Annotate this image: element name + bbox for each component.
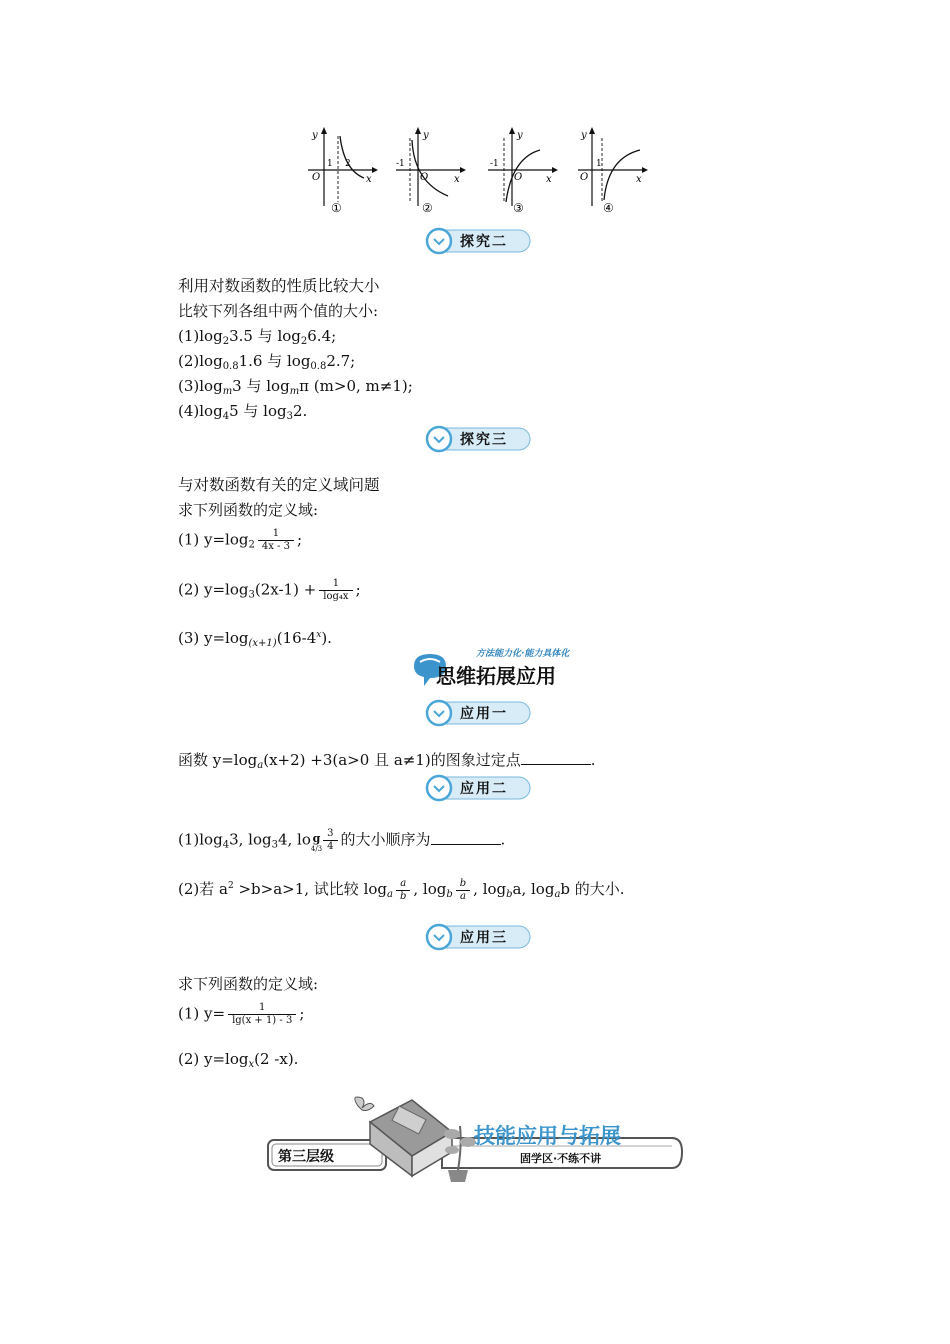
explore3-q2: (2) $y=\log_3(2x-1)$ + $\frac{1}{\text{log₄x}}$ ;	[178, 578, 361, 602]
section-header-app3	[424, 922, 532, 952]
function-graphs	[300, 122, 650, 216]
x-axis-label: x	[546, 174, 552, 185]
graph-4	[570, 122, 650, 216]
explore2-item-4: $(4)\log_45$ 与 $\log_32$.	[178, 402, 308, 422]
x-axis-label: x	[366, 174, 372, 185]
fraction: $\frac{1}{\text{log₄x}}$	[319, 578, 352, 603]
app1-question: 函数 $y=\log_a(x+2) +3(a>0$ 且 a≠1)的图象过定点 .	[178, 751, 596, 771]
section-header-explore3	[424, 424, 532, 454]
section-header-explore2	[424, 226, 532, 256]
origin-label: O	[514, 172, 523, 183]
graph-label: ④	[603, 201, 614, 215]
explore2-prompt: 比较下列各组中两个值的大小:	[178, 302, 379, 320]
app2-q2: (2)若 $a^2 >b>a>1$, 试比较 $\log_a$ $\frac{a}{b}$ , $\log_b$ $\frac{b}{a}$ , $\log_ba$, $\log_ab$ 的大小.	[178, 877, 625, 902]
graph-label: ③	[513, 201, 524, 215]
graph-1	[300, 122, 380, 216]
explore2-title: 利用对数函数的性质比较大小	[178, 277, 380, 295]
x-axis-label: x	[454, 174, 460, 185]
tick-label: 1	[327, 159, 333, 169]
origin-label: O	[580, 172, 589, 183]
fraction: $\frac{1}{\lg(x + 1) - 3}$	[228, 1002, 296, 1027]
explore3-q3: (3) $y=\log_{(x+1)}(16-4^x)$.	[178, 629, 332, 649]
section-banner-thinking	[410, 646, 590, 690]
y-axis-label: y	[423, 130, 429, 141]
section-title: 探究三	[460, 432, 508, 448]
graph-label: ①	[331, 201, 342, 215]
explore2-item-2: $(2)\log_{0.8}1.6$ 与 $\log_{0.8}2.7$;	[178, 352, 356, 372]
x-axis-label: x	[636, 174, 642, 185]
footer-subtitle: 固学区·不练不讲	[520, 1152, 602, 1165]
graph-label: ②	[422, 201, 433, 215]
explore3-prompt: 求下列函数的定义域:	[178, 501, 319, 519]
graph-2	[388, 122, 468, 216]
footer-banner	[262, 1092, 688, 1184]
answer-blank	[431, 830, 501, 845]
fraction: $\frac{a}{b}$	[396, 878, 410, 903]
fraction: $\frac{b}{a}$	[456, 878, 470, 903]
fraction: $\frac{3}{4}$	[323, 828, 337, 853]
explore3-title: 与对数函数有关的定义域问题	[178, 476, 380, 494]
banner-tagline: 方法能力化·能力具体化	[476, 649, 570, 659]
section-title: 探究二	[460, 234, 508, 250]
app3-q1: (1) y= $\frac{1}{\lg(x + 1) - 3}$ ;	[178, 1002, 305, 1026]
fraction: $\frac{1}{4x - 3}$	[258, 528, 294, 553]
section-title: 应用二	[460, 781, 508, 797]
section-header-app2	[424, 773, 532, 803]
y-axis-label: y	[581, 130, 587, 141]
y-axis-label: y	[517, 130, 523, 141]
explore2-item-3: $(3)\log_m3$ 与 $\log_m\pi$ (m>0, m≠1);	[178, 377, 413, 397]
level-label: 第三层级	[278, 1149, 334, 1165]
footer-title: 技能应用与拓展	[474, 1124, 621, 1148]
origin-label: O	[420, 172, 429, 183]
explore3-q1: (1) $y=\log_2$ $\frac{1}{4x - 3}$ ;	[178, 528, 303, 552]
app3-q2: (2) $y=\log_x(2$ -x).	[178, 1050, 299, 1070]
answer-blank	[521, 750, 591, 765]
graph-3	[480, 122, 560, 216]
origin-label: O	[312, 172, 321, 183]
tick-label: -1	[490, 159, 499, 169]
app2-q1: $(1)\log_43$, $\log_34$, lo g 4/3 $\frac{3}{4}$ 的大小顺序为 .	[178, 828, 506, 853]
section-title: 应用三	[460, 930, 508, 946]
tick-label: 1	[596, 159, 602, 169]
tick-label: 2	[345, 159, 351, 169]
y-axis-label: y	[312, 130, 318, 141]
banner-title: 思维拓展应用	[436, 664, 556, 688]
section-header-app1	[424, 698, 532, 728]
section-title: 应用一	[460, 706, 508, 722]
tick-label: -1	[396, 159, 405, 169]
explore2-item-1: $(1)\log_23.5$ 与 $\log_26.4$;	[178, 327, 337, 347]
app3-prompt: 求下列函数的定义域:	[178, 975, 319, 993]
